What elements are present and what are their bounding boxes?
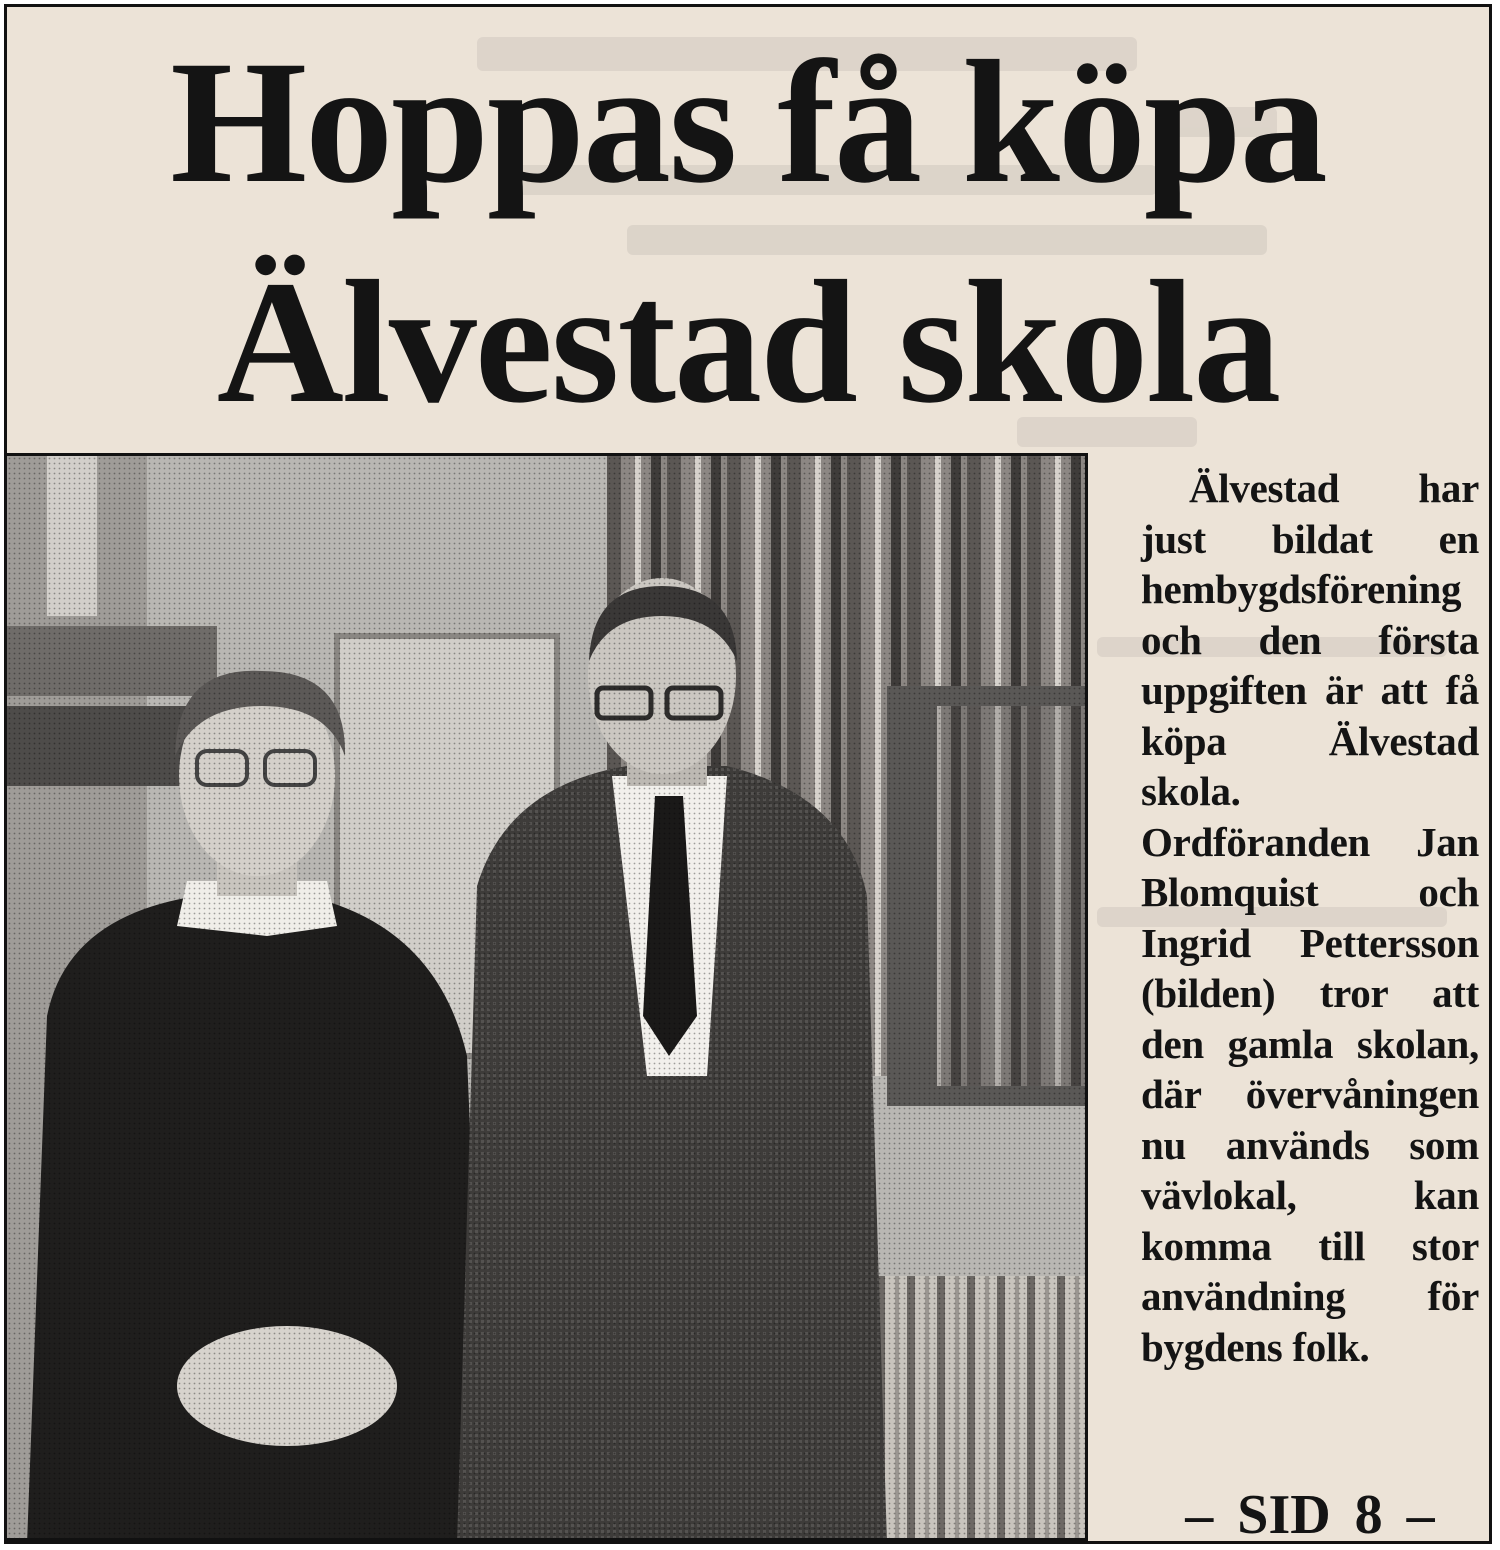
- page-reference: – SID 8 –: [1185, 1484, 1435, 1544]
- news-photo: [7, 453, 1088, 1541]
- photo-illustration: [7, 456, 1088, 1541]
- headline-line-1: Hoppas få köpa: [170, 25, 1326, 220]
- headline: [7, 25, 1489, 440]
- headline-line-2: Älvestad skola: [216, 245, 1280, 440]
- newspaper-clipping: [4, 4, 1492, 1544]
- article-text: Älvestad har just bildat en hembygdsförening och den första uppgiften är att få köpa Älvestad skola. Ordföranden Jan Blomquist och Ingrid Pettersson (bilden) tror att den gamla skolan, där övervåningen nu används som vävlokal, kan komma till stor användning för bygdens folk.: [1141, 465, 1479, 1370]
